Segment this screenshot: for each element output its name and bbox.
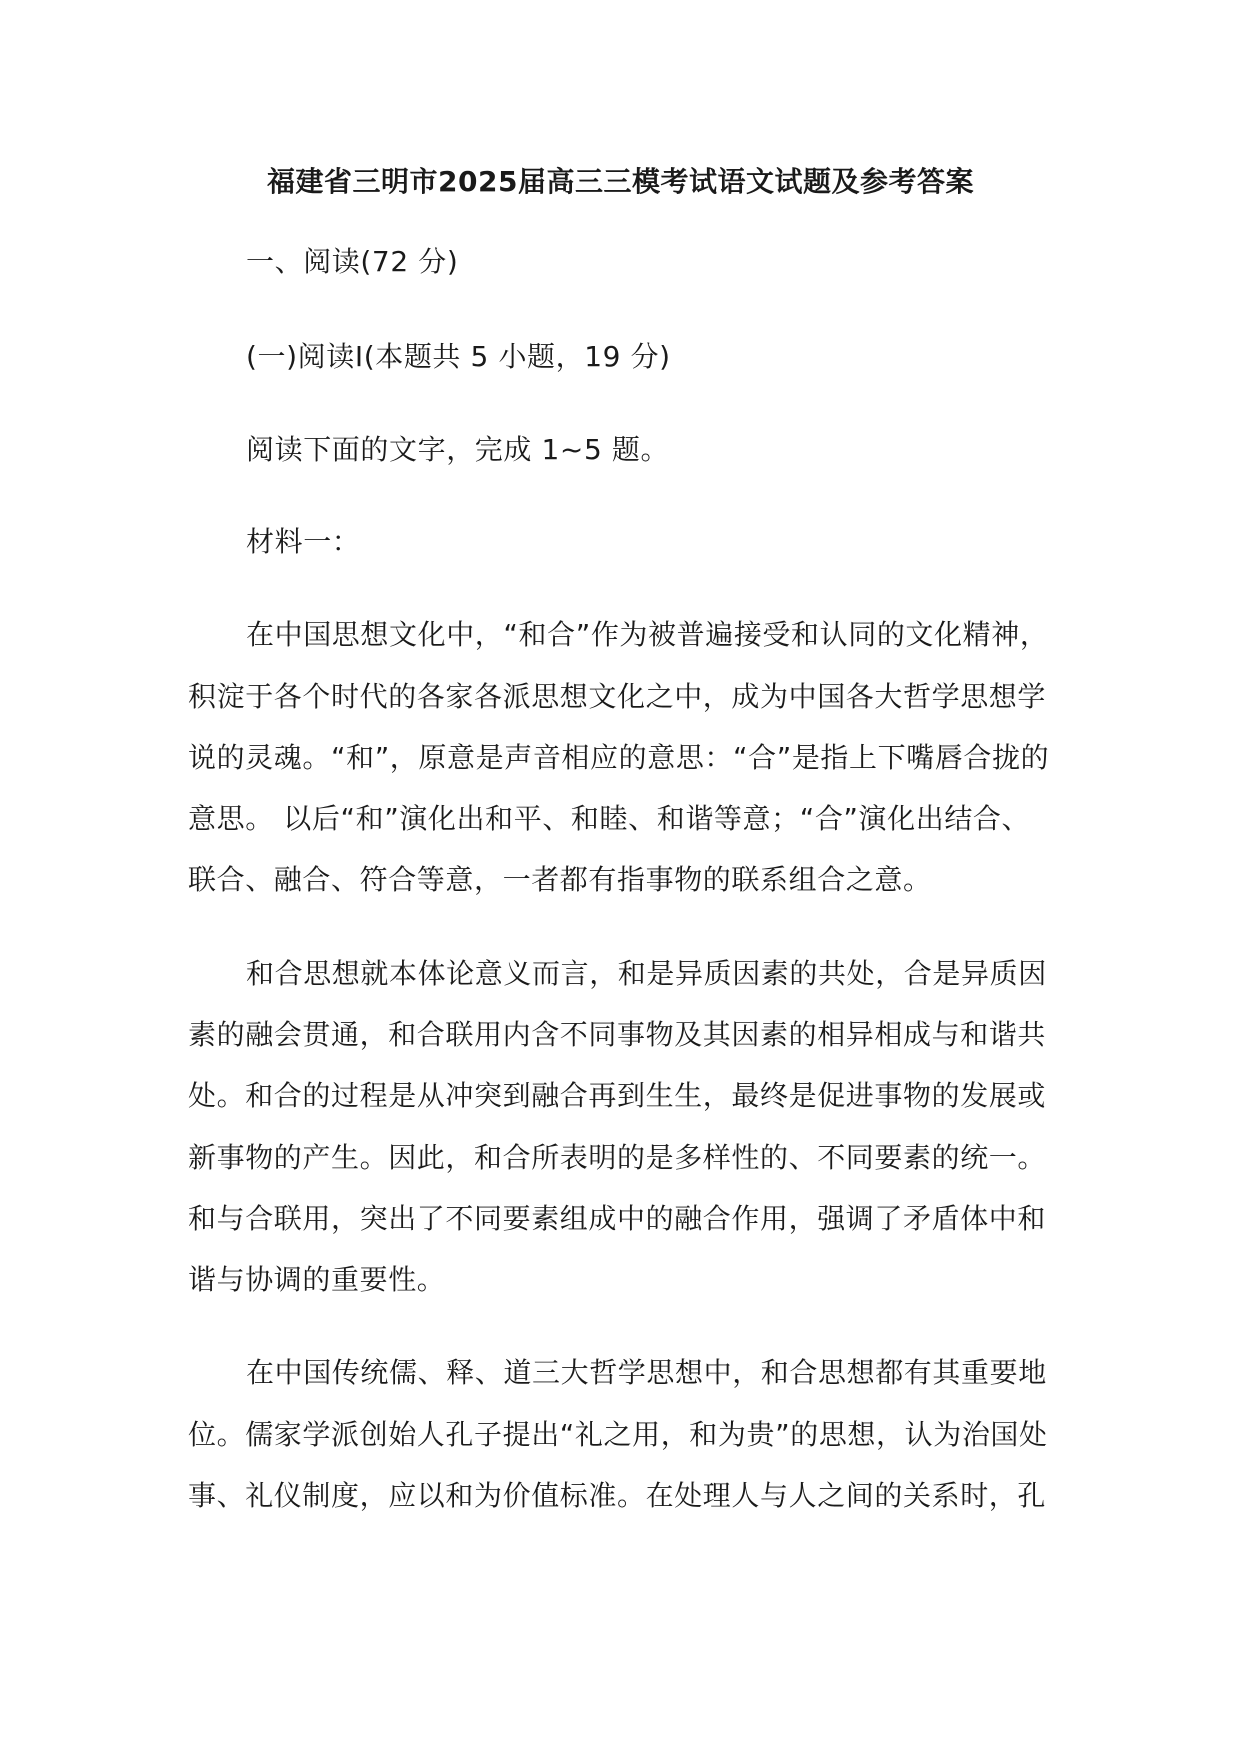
paragraph-line: 积淀于各个时代的各家各派思想文化之中，成为中国各大哲学思想学 (188, 680, 1047, 713)
paragraph-line: 处。和合的过程是从冲突到融合再到生生，最终是促进事物的发展或 (188, 1079, 1047, 1112)
paragraph-line: 位。儒家学派创始人孔子提出“礼之用，和为贵”的思想，认为治国处 (188, 1418, 1048, 1451)
section-heading: 一、阅读(72 分) (246, 245, 459, 278)
paragraph-line: 和合思想就本体论意义而言，和是异质因素的共处，合是异质因 (246, 957, 1047, 990)
paragraph-line: 新事物的产生。因此，和合所表明的是多样性的、不同要素的统一。 (188, 1141, 1047, 1174)
subsection-heading: (一)阅读Ⅰ(本题共 5 小题，19 分) (246, 340, 671, 373)
paragraph-line: 联合、融合、符合等意，一者都有指事物的联系组合之意。 (188, 863, 932, 896)
material-label: 材料一： (246, 525, 361, 558)
document-title: 福建省三明市2025届高三三模考试语文试题及参考答案 (267, 165, 974, 198)
paragraph-line: 在中国传统儒、释、道三大哲学思想中，和合思想都有其重要地 (246, 1356, 1047, 1389)
paragraph-line: 在中国思想文化中，“和合”作为被普遍接受和认同的文化精神， (246, 618, 1049, 651)
paragraph-line: 和与合联用，突出了不同要素组成中的融合作用，强调了矛盾体中和 (188, 1202, 1047, 1235)
paragraph-line: 谐与协调的重要性。 (188, 1263, 446, 1296)
paragraph-line: 素的融会贯通，和合联用内含不同事物及其因素的相异相成与和谐共 (188, 1018, 1047, 1051)
paragraph-line: 意思。 以后“和”演化出和平、和睦、和谐等意；“合”演化出结合、 (188, 802, 1031, 835)
paragraph-line: 事、礼仪制度，应以和为价值标准。在处理人与人之间的关系时，孔 (188, 1479, 1047, 1512)
instruction-text: 阅读下面的文字，完成 1~5 题。 (246, 433, 670, 466)
paragraph-line: 说的灵魂。“和”，原意是声音相应的意思：“合”是指上下嘴唇合拢的 (188, 741, 1050, 774)
